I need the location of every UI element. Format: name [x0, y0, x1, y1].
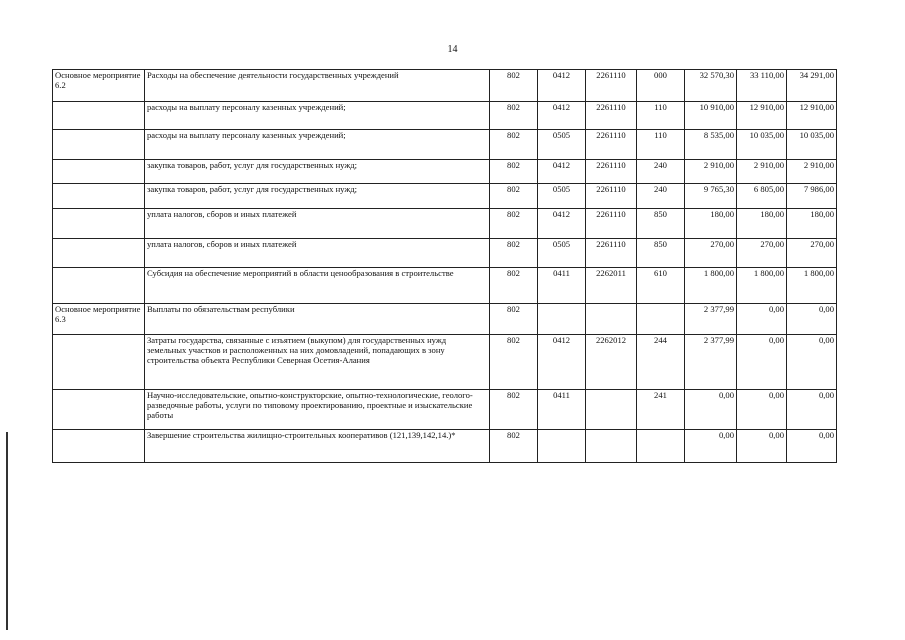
expense-type-cell: 110: [637, 102, 685, 130]
table-row: [53, 209, 837, 239]
amount-year2-cell: 6 805,00: [737, 184, 787, 209]
expense-type-cell: 610: [637, 268, 685, 304]
event-cell: Основное мероприятие 6.3: [53, 304, 145, 335]
amount-year1-cell: 1 800,00: [685, 268, 737, 304]
expense-type-cell: 110: [637, 130, 685, 160]
event-cell: [53, 184, 145, 209]
expense-type-cell: [637, 304, 685, 335]
description-cell: [145, 268, 490, 304]
amount-year1-cell: 0,00: [685, 390, 737, 430]
amount-year2-cell: 1 800,00: [737, 268, 787, 304]
description-cell: [145, 335, 490, 390]
amount-year2-cell: 0,00: [737, 304, 787, 335]
description-text: Расходы на обеспечение деятельности государственных учреждений: [147, 70, 399, 80]
amount-year2-cell: 180,00: [737, 209, 787, 239]
description-text: расходы на выплату персоналу казенных учреждений;: [147, 102, 346, 112]
expense-type-cell: 240: [637, 184, 685, 209]
amount-year1-cell: 9 765,30: [685, 184, 737, 209]
table-row: [53, 390, 837, 430]
target-article-cell: 2262011: [586, 268, 637, 304]
section-code-cell: 0505: [538, 239, 586, 268]
amount-year2-cell: 0,00: [737, 390, 787, 430]
expense-type-cell: 000: [637, 70, 685, 102]
event-cell: [53, 390, 145, 430]
target-article-cell: 2261110: [586, 130, 637, 160]
grbs-cell: 802: [490, 430, 538, 463]
section-code-cell: 0412: [538, 335, 586, 390]
grbs-cell: 802: [490, 184, 538, 209]
grbs-cell: 802: [490, 335, 538, 390]
description-cell: [145, 102, 490, 130]
amount-year3-cell: 1 800,00: [787, 268, 837, 304]
amount-year1-cell: 8 535,00: [685, 130, 737, 160]
scan-edge-mark: [6, 432, 8, 630]
description-text: расходы на выплату персоналу казенных учреждений;: [147, 130, 346, 140]
description-cell: [145, 209, 490, 239]
amount-year1-cell: 2 910,00: [685, 160, 737, 184]
table-row: [53, 268, 837, 304]
target-article-cell: 2261110: [586, 209, 637, 239]
expense-type-cell: [637, 430, 685, 463]
description-cell: [145, 70, 490, 102]
event-cell: Основное мероприятие 6.2: [53, 70, 145, 102]
target-article-cell: [586, 430, 637, 463]
description-cell: [145, 390, 490, 430]
amount-year3-cell: 7 986,00: [787, 184, 837, 209]
description-cell: [145, 304, 490, 335]
expense-type-cell: 241: [637, 390, 685, 430]
table-row: [53, 130, 837, 160]
table-row: [53, 430, 837, 463]
section-code-cell: [538, 304, 586, 335]
amount-year2-cell: 0,00: [737, 335, 787, 390]
event-cell: [53, 130, 145, 160]
description-text: Субсидия на обеспечение мероприятий в области ценообразования в строительстве: [147, 268, 454, 278]
section-code-cell: 0411: [538, 390, 586, 430]
amount-year1-cell: 32 570,30: [685, 70, 737, 102]
table-row: [53, 184, 837, 209]
amount-year3-cell: 0,00: [787, 390, 837, 430]
description-text: Научно-исследовательские, опытно-конструкторские, опытно-технологические, геолого-разведочные работы, услуги по типовому проектированию, проектные и изыскательские работы: [147, 390, 473, 420]
description-cell: [145, 430, 490, 463]
grbs-cell: 802: [490, 304, 538, 335]
table-row: [53, 304, 837, 335]
target-article-cell: 2261110: [586, 70, 637, 102]
amount-year3-cell: 12 910,00: [787, 102, 837, 130]
event-cell: [53, 239, 145, 268]
amount-year3-cell: 34 291,00: [787, 70, 837, 102]
amount-year1-cell: 10 910,00: [685, 102, 737, 130]
description-text: Выплаты по обязательствам республики: [147, 304, 295, 314]
event-cell: [53, 209, 145, 239]
target-article-cell: [586, 304, 637, 335]
table-row: [53, 239, 837, 268]
amount-year2-cell: 10 035,00: [737, 130, 787, 160]
description-cell: [145, 160, 490, 184]
section-code-cell: [538, 430, 586, 463]
description-text: Завершение строительства жилищно-строительных кооперативов (121,139,142,14.)*: [147, 430, 456, 440]
amount-year1-cell: 2 377,99: [685, 335, 737, 390]
grbs-cell: 802: [490, 102, 538, 130]
page-number: 14: [447, 44, 458, 55]
table-row: [53, 102, 837, 130]
table-row: [53, 335, 837, 390]
section-code-cell: 0412: [538, 102, 586, 130]
amount-year2-cell: 33 110,00: [737, 70, 787, 102]
target-article-cell: [586, 390, 637, 430]
amount-year3-cell: 10 035,00: [787, 130, 837, 160]
target-article-cell: 2261110: [586, 184, 637, 209]
target-article-cell: 2262012: [586, 335, 637, 390]
expense-type-cell: 240: [637, 160, 685, 184]
table-row: [53, 70, 837, 102]
description-cell: [145, 239, 490, 268]
amount-year2-cell: 2 910,00: [737, 160, 787, 184]
description-text: уплата налогов, сборов и иных платежей: [147, 239, 297, 249]
section-code-cell: 0412: [538, 160, 586, 184]
amount-year1-cell: 180,00: [685, 209, 737, 239]
description-cell: [145, 184, 490, 209]
amount-year3-cell: 0,00: [787, 430, 837, 463]
event-cell: [53, 160, 145, 184]
grbs-cell: 802: [490, 209, 538, 239]
expense-type-cell: 850: [637, 209, 685, 239]
target-article-cell: 2261110: [586, 239, 637, 268]
description-cell: [145, 130, 490, 160]
amount-year2-cell: 0,00: [737, 430, 787, 463]
amount-year1-cell: 2 377,99: [685, 304, 737, 335]
amount-year3-cell: 180,00: [787, 209, 837, 239]
grbs-cell: 802: [490, 70, 538, 102]
event-cell: [53, 430, 145, 463]
description-text: закупка товаров, работ, услуг для государственных нужд;: [147, 184, 358, 194]
grbs-cell: 802: [490, 160, 538, 184]
budget-table: [52, 69, 837, 463]
expense-type-cell: 850: [637, 239, 685, 268]
target-article-cell: 2261110: [586, 160, 637, 184]
grbs-cell: 802: [490, 130, 538, 160]
event-cell: [53, 335, 145, 390]
amount-year1-cell: 270,00: [685, 239, 737, 268]
section-code-cell: 0412: [538, 70, 586, 102]
target-article-cell: 2261110: [586, 102, 637, 130]
section-code-cell: 0505: [538, 184, 586, 209]
event-cell: [53, 102, 145, 130]
amount-year3-cell: 270,00: [787, 239, 837, 268]
section-code-cell: 0411: [538, 268, 586, 304]
description-text: Затраты государства, связанные с изъятием (выкупом) для государственных нужд земельных участков и расположенных на них домовладений, попадающих в зону строительства объекта Республики Северная Осетия-Алания: [147, 335, 447, 365]
amount-year3-cell: 0,00: [787, 335, 837, 390]
grbs-cell: 802: [490, 268, 538, 304]
amount-year1-cell: 0,00: [685, 430, 737, 463]
grbs-cell: 802: [490, 390, 538, 430]
section-code-cell: 0505: [538, 130, 586, 160]
table-body: [53, 70, 837, 463]
amount-year3-cell: 2 910,00: [787, 160, 837, 184]
amount-year2-cell: 270,00: [737, 239, 787, 268]
event-cell: [53, 268, 145, 304]
amount-year3-cell: 0,00: [787, 304, 837, 335]
amount-year2-cell: 12 910,00: [737, 102, 787, 130]
table-row: [53, 160, 837, 184]
expense-type-cell: 244: [637, 335, 685, 390]
description-text: закупка товаров, работ, услуг для государственных нужд;: [147, 160, 358, 170]
description-text: уплата налогов, сборов и иных платежей: [147, 209, 297, 219]
grbs-cell: 802: [490, 239, 538, 268]
section-code-cell: 0412: [538, 209, 586, 239]
